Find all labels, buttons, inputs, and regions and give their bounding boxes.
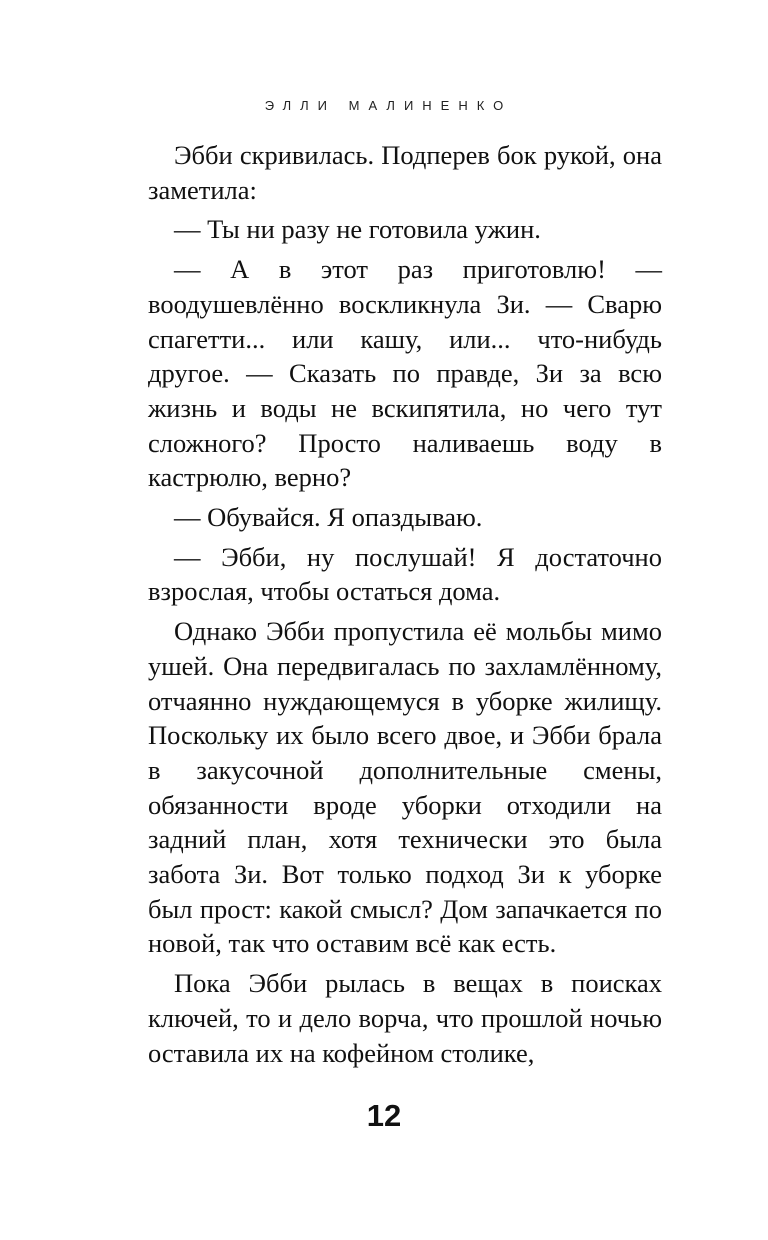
page-number: 12: [366, 1098, 402, 1133]
paragraph: Пока Эбби рылась в вещах в поисках ключей, то и дело ворча, что прошлой ночью оставила их на кофейном столике,: [148, 968, 662, 1068]
paragraph: — Эбби, ну послушай! Я достаточно взрослая, чтобы остаться дома.: [148, 541, 662, 607]
running-header: ЭЛЛИ МАЛИНЕНКО: [264, 98, 513, 113]
paragraph: Однако Эбби пропустила её мольбы мимо ушей. Она передвигалась по захламлённому, отчаянно нуждающемуся в уборке жилищу. Поскольку их было всего двое, и Эбби брала в закусочной дополнительные смены, обязанности вроде уборки отходили на задний план, хотя технически это была забота Зи. Вот только подход Зи к уборке был прост: какой смысл? Дом запачкается по новой, так что оставим всё как есть.: [148, 616, 662, 959]
paragraph: — А в этот раз приготовлю! — воодушевлённо воскликнула Зи. — Сварю спагетти... или кашу, или... что-нибудь другое. — Сказать по правде, Зи за всю жизнь и воды не вскипятила, но чего тут сложного? Просто наливаешь воду в кастрюлю, верно?: [148, 254, 662, 493]
body-text: [148, 138, 662, 1070]
paragraph: Эбби скривилась. Подперев бок рукой, она заметила:: [148, 140, 662, 205]
paragraph: — Обувайся. Я опаздываю.: [174, 502, 483, 533]
paragraph: — Ты ни разу не готовила ужин.: [174, 214, 541, 245]
